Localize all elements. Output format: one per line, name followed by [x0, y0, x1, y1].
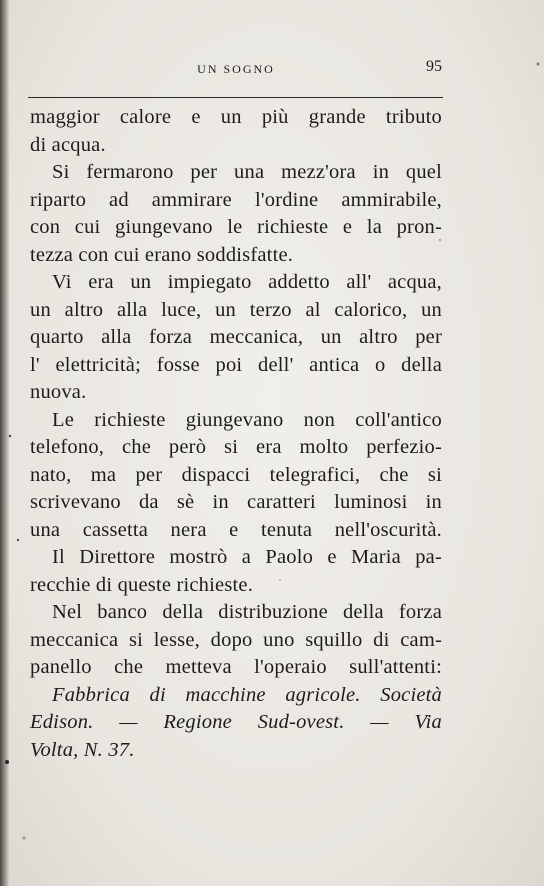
text-line: maggior calore e un più grande tributo — [30, 106, 442, 128]
speck — [17, 539, 19, 541]
text-line: l' elettricità; fosse poi dell' antica o della — [30, 353, 442, 376]
text-line: con cui giungevano le richieste e la pron- — [30, 216, 442, 238]
text-line: Fabbrica di macchine agricole. Società — [52, 683, 442, 706]
speck — [9, 435, 12, 438]
text-line: Si fermarono per una mezz'ora in quel — [52, 161, 442, 183]
speck — [5, 760, 9, 764]
text-line: nato, ma per dispacci telegrafici, che si — [30, 463, 442, 486]
text-line: un altro alla luce, un terzo al calorico, un — [30, 298, 442, 321]
text-line: nuova. — [30, 381, 87, 403]
speck — [279, 579, 281, 581]
text-line: scrivevano da sè in caratteri luminosi in — [30, 491, 442, 513]
running-title: UN SOGNO — [197, 62, 275, 76]
text-line: Vi era un impiegato addetto all' acqua, — [52, 271, 442, 293]
speck — [439, 239, 441, 241]
text-line: quarto alla forza meccanica, un altro per — [30, 326, 442, 348]
text-line: Il Direttore mostrò a Paolo e Maria pa- — [52, 546, 442, 568]
text-line: riparto ad ammirare l'ordine ammirabile, — [30, 188, 442, 211]
speck — [537, 63, 540, 66]
text-line: telefono, che però si era molto perfezio- — [30, 436, 442, 458]
text-line: Le richieste giungevano non coll'antico — [52, 408, 442, 431]
page-number: 95 — [426, 58, 442, 75]
text-line: recchie di queste richieste. — [30, 573, 254, 596]
text-line: Nel banco della distribuzione della forza — [52, 601, 442, 623]
text-line: di acqua. — [30, 133, 106, 156]
text-line: Edison. — Regione Sud-ovest. — Via — [30, 711, 442, 733]
speck — [22, 836, 25, 839]
text-line: Volta, N. 37. — [30, 738, 135, 761]
text-line: meccanica si lesse, dopo uno squillo di cam- — [30, 628, 442, 651]
text-line: panello che metteva l'operaio sull'attenti: — [30, 656, 442, 678]
text-line: una cassetta nera e tenuta nell'oscurità. — [30, 518, 442, 541]
text-line: tezza con cui erano soddisfatte. — [30, 243, 294, 266]
